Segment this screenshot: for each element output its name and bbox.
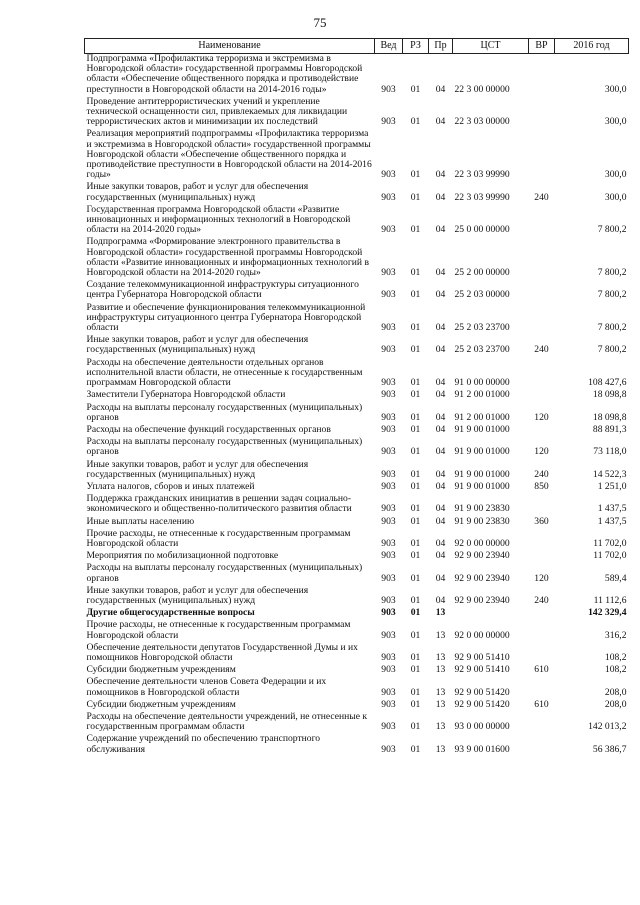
row-pr: 13 [435,664,446,676]
header-name: Наименование [85,39,375,54]
row-ved: 903 [381,344,396,356]
row-sum: 11 702,0 [593,550,627,562]
row-ved: 903 [381,191,396,203]
row-ved: 903 [381,537,396,549]
row-ved: 903 [381,322,396,334]
row-pr: 04 [435,191,446,203]
row-pr: 04 [435,503,446,515]
row-pr: 04 [435,322,446,334]
row-rz: 01 [410,322,421,334]
table-row [85,437,629,459]
row-vr [529,494,555,516]
row-rz: 01 [410,169,421,181]
row-sum: 300,0 [604,169,627,181]
row-sum: 108,2 [604,651,627,663]
row-vr [529,97,555,130]
row-cst: 92 9 00 51410 [454,651,510,663]
row-vr [529,620,555,642]
row-name: Иные закупки товаров, работ и услуг для обеспечения государственных (муниципальных) нужд [86,181,309,203]
row-rz: 01 [410,446,421,458]
row-cst: 91 9 00 01000 [454,446,510,458]
row-ved: 903 [381,116,396,128]
row-pr: 13 [435,721,446,733]
row-name: Расходы на обеспечение деятельности учреждений, не отнесенные к государственным программам области [86,710,368,733]
header-rz: РЗ [403,39,429,54]
row-name: Субсидии бюджетным учреждениям [86,698,236,710]
row-cst: 25 0 00 00000 [454,224,510,236]
row-pr: 04 [435,594,446,606]
row-cst: 25 2 03 23700 [454,344,510,356]
row-pr: 04 [435,289,446,301]
row-name: Государственная программа Новгородской области «Развитие инновационных и информационных технологий в Новгородской области на 2014-2020 годы» [86,203,351,236]
table-body [85,54,629,757]
row-ved: 903 [381,267,396,279]
row-cst: 91 9 00 01000 [454,468,510,480]
row-vr: 240 [534,594,549,606]
row-cst: 22 3 03 00000 [454,116,510,128]
table-row [85,303,629,336]
row-rz: 01 [410,377,421,389]
row-sum: 7 800,2 [597,344,627,356]
row-vr [529,205,555,238]
row-ved: 903 [381,686,396,698]
row-vr: 610 [534,664,549,676]
row-vr: 610 [534,698,549,710]
row-sum: 1 437,5 [597,515,627,527]
row-vr [529,529,555,551]
row-sum: 7 800,2 [597,322,627,334]
table-row [85,712,629,734]
header-vr: ВР [529,39,555,54]
row-name: Расходы на выплаты персоналу государственных (муниципальных) органов [86,436,363,458]
row-ved: 903 [381,550,396,562]
row-vr [529,608,555,620]
row-vr [529,280,555,302]
row-pr: 04 [435,377,446,389]
row-cst: 91 2 00 01000 [454,411,510,423]
table-row [85,54,629,97]
header-ved: Вед [375,39,403,54]
table-row [85,129,629,182]
row-name: Создание телекоммуникационной инфраструктуры ситуационного центра Губернатора Новгородской области [86,279,359,301]
row-sum: 56 386,7 [592,743,627,755]
row-pr: 04 [435,468,446,480]
budget-table [84,38,629,757]
row-cst: 91 2 00 01000 [454,389,510,401]
row-name: Прочие расходы, не отнесенные к государственным программам Новгородской области [86,527,351,549]
row-rz: 01 [410,289,421,301]
row-rz: 01 [410,550,421,562]
row-rz: 01 [410,629,421,641]
row-name: Обеспечение деятельности членов Совета Федерации и их помощников в Новгородской области [86,676,327,698]
row-sum: 208,0 [604,686,627,698]
row-sum: 7 800,2 [597,267,627,279]
row-sum: 142 013,2 [588,721,627,733]
row-name: Расходы на выплаты персоналу государственных (муниципальных) органов [86,401,363,423]
row-vr [529,303,555,336]
row-ved: 903 [381,480,396,492]
row-sum: 1 437,5 [597,503,627,515]
row-pr: 04 [435,550,446,562]
row-name: Расходы на обеспечение функций государственных органов [86,423,331,435]
row-sum: 7 800,2 [597,224,627,236]
row-pr: 13 [435,698,446,710]
row-ved: 903 [381,721,396,733]
table-row [85,529,629,551]
row-name: Другие общегосударственные вопросы [86,607,255,619]
row-sum: 7 800,2 [597,289,627,301]
row-sum: 208,0 [604,698,627,710]
row-pr: 13 [435,607,446,619]
row-ved: 903 [381,629,396,641]
row-cst: 93 0 00 00000 [454,721,510,733]
row-pr: 04 [435,224,446,236]
table-row [85,620,629,642]
row-vr: 120 [534,446,549,458]
row-name: Поддержка гражданских инициатив в решении задач социально-экономического и общественно-политического развития области [86,493,352,515]
row-pr: 13 [435,686,446,698]
row-name: Проведение антитеррористических учений и укрепление технической оснащенности сил, привлекаемых для ликвидации террористических актов и минимизации их последствий [86,95,348,128]
row-pr: 13 [435,651,446,663]
row-name: Прочие расходы, не отнесенные к государственным программам Новгородской области [86,619,351,641]
row-rz: 01 [410,686,421,698]
row-rz: 01 [410,468,421,480]
row-vr [529,643,555,665]
row-cst: 25 2 00 00000 [454,267,510,279]
header-year: 2016 год [555,39,629,54]
row-ved: 903 [381,411,396,423]
table-row [85,643,629,665]
table-row [85,97,629,130]
row-rz: 01 [410,664,421,676]
row-cst: 22 3 03 99990 [454,191,510,203]
row-rz: 01 [410,594,421,606]
row-cst: 92 0 00 00000 [454,629,510,641]
row-ved: 903 [381,83,396,95]
row-rz: 01 [410,607,421,619]
row-sum: 300,0 [604,116,627,128]
row-ved: 903 [381,594,396,606]
row-name: Обеспечение деятельности депутатов Государственной Думы и их помощников Новгородской области [86,641,358,663]
row-vr [529,677,555,699]
row-rz: 01 [410,572,421,584]
row-sum: 142 329,4 [588,607,627,619]
row-sum: 88 891,3 [592,423,627,435]
row-pr: 04 [435,389,446,401]
row-sum: 73 118,0 [593,446,627,458]
row-ved: 903 [381,446,396,458]
row-name: Расходы на обеспечение деятельности отдельных органов исполнительной власти области, не отнесенные к государственным программам Новгородской области [86,356,363,389]
header-pr: Пр [429,39,453,54]
row-pr: 04 [435,116,446,128]
row-ved: 903 [381,289,396,301]
row-ved: 903 [381,515,396,527]
row-rz: 01 [410,651,421,663]
row-cst [453,608,529,620]
row-name: Заместители Губернатора Новгородской области [86,389,286,401]
row-name: Иные закупки товаров, работ и услуг для обеспечения государственных (муниципальных) нужд [86,334,309,356]
row-ved: 903 [381,377,396,389]
row-vr [529,54,555,97]
row-vr [529,390,555,402]
row-rz: 01 [410,224,421,236]
row-name: Подпрограмма «Профилактика терроризма и экстремизма в Новгородской области» государственной программы Новгородской области «Обеспечение общественного порядка и противодействие преступности в Новгородской области на 2014-2016 годы» [86,53,363,95]
row-cst: 91 9 00 01000 [454,480,510,492]
row-sum: 14 522,3 [592,468,627,480]
row-pr: 04 [435,537,446,549]
table-row [85,586,629,608]
row-cst: 91 0 00 00000 [454,377,510,389]
row-sum: 108 427,6 [588,377,627,389]
row-cst: 92 0 00 00000 [454,537,510,549]
row-cst: 25 2 03 00000 [454,289,510,301]
row-name: Развитие и обеспечение функционирования телекоммуникационной инфраструктуры ситуационного центра Губернатора Новгородской области [86,301,366,334]
row-ved: 903 [381,572,396,584]
table-row [85,494,629,516]
row-vr: 120 [534,572,549,584]
row-vr [529,425,555,437]
row-vr: 360 [534,515,549,527]
row-ved: 903 [381,503,396,515]
row-vr [529,237,555,280]
row-pr: 04 [435,267,446,279]
row-cst: 22 3 00 00000 [454,83,510,95]
row-rz: 01 [410,698,421,710]
row-pr: 04 [435,423,446,435]
row-vr: 120 [534,411,549,423]
row-cst: 91 9 00 01000 [454,423,510,435]
row-sum: 316,2 [604,629,627,641]
row-ved: 903 [381,468,396,480]
row-cst: 92 9 00 51420 [454,686,510,698]
table-row [85,182,629,204]
row-ved: 903 [381,423,396,435]
row-cst: 92 9 00 51410 [454,664,510,676]
table-row [85,734,629,756]
row-cst: 91 9 00 23830 [454,503,510,515]
row-pr: 04 [435,411,446,423]
row-ved: 903 [381,389,396,401]
row-rz: 01 [410,423,421,435]
row-cst: 92 9 00 51420 [454,698,510,710]
row-sum: 108,2 [604,664,627,676]
row-rz: 01 [410,537,421,549]
row-sum: 300,0 [604,83,627,95]
row-rz: 01 [410,344,421,356]
table-row [85,517,629,529]
table-header [85,39,629,54]
table-row [85,403,629,425]
row-vr [529,551,555,563]
row-sum: 1 251,0 [597,480,627,492]
row-cst: 92 9 00 23940 [454,594,510,606]
row-rz: 01 [410,743,421,755]
table-row [85,563,629,585]
row-rz: 01 [410,480,421,492]
row-ved: 903 [381,651,396,663]
row-cst: 93 9 00 01600 [454,743,510,755]
row-cst: 91 9 00 23830 [454,515,510,527]
row-rz: 01 [410,116,421,128]
row-vr: 240 [534,191,549,203]
row-name: Иные закупки товаров, работ и услуг для обеспечения государственных (муниципальных) нужд [86,458,309,480]
row-pr: 13 [435,743,446,755]
row-pr: 04 [435,344,446,356]
table-row [85,677,629,699]
row-cst: 92 9 00 23940 [454,572,510,584]
row-vr: 850 [534,480,549,492]
header-cst: ЦСТ [453,39,529,54]
row-rz: 01 [410,515,421,527]
row-pr: 04 [435,169,446,181]
row-vr: 240 [534,344,549,356]
row-rz: 01 [410,503,421,515]
row-sum: 589,4 [604,572,627,584]
row-sum: 300,0 [604,191,627,203]
row-rz: 01 [410,267,421,279]
row-name: Реализация мероприятий подпрограммы «Профилактика терроризма и экстремизма в Новгородской области» государственной программы Новгородской области «Обеспечение общественного порядка и противодействие преступности в Новгородской области на 2014-2016 годы» [86,128,372,181]
row-name: Мероприятия по мобилизационной подготовке [86,550,279,562]
row-name: Содержание учреждений по обеспечению транспортного обслуживания [86,733,321,755]
row-rz: 01 [410,389,421,401]
row-rz: 01 [410,191,421,203]
row-sum: 11 702,0 [593,537,627,549]
table-row [85,335,629,357]
table-row [85,460,629,482]
table-row [85,205,629,238]
row-ved: 903 [381,169,396,181]
row-rz: 01 [410,721,421,733]
row-pr: 04 [435,83,446,95]
row-cst: 22 3 03 99990 [454,169,510,181]
row-name: Подпрограмма «Формирование электронного правительства в Новгородской области» государственной программы Новгородской области «Развитие инновационных и информационных технологий в Новгородской области на 2014-2020 годы» [86,236,369,279]
row-rz: 01 [410,411,421,423]
row-name: Уплата налогов, сборов и иных платежей [86,480,255,492]
row-name: Иные выплаты населению [86,515,195,527]
row-cst: 92 9 00 23940 [454,550,510,562]
row-ved: 903 [381,743,396,755]
row-ved: 903 [381,607,396,619]
row-pr: 13 [435,629,446,641]
table-row [85,358,629,391]
page-number: 75 [313,15,327,30]
row-pr: 04 [435,572,446,584]
table-row [85,390,629,402]
row-name: Иные закупки товаров, работ и услуг для обеспечения государственных (муниципальных) нужд [86,584,309,606]
row-vr [529,358,555,391]
table-row [85,237,629,280]
row-ved: 903 [381,664,396,676]
row-vr [529,129,555,182]
row-pr: 04 [435,515,446,527]
row-vr [529,712,555,734]
row-ved: 903 [381,698,396,710]
row-ved: 903 [381,224,396,236]
row-rz: 01 [410,83,421,95]
row-pr: 04 [435,446,446,458]
table-row [85,280,629,302]
row-sum: 18 098,8 [592,389,627,401]
row-pr: 04 [435,480,446,492]
row-vr [529,734,555,756]
row-sum: 11 112,6 [593,594,627,606]
row-name: Субсидии бюджетным учреждениям [86,664,236,676]
row-cst: 25 2 03 23700 [454,322,510,334]
row-sum: 18 098,8 [592,411,627,423]
row-vr: 240 [534,468,549,480]
row-name: Расходы на выплаты персоналу государственных (муниципальных) органов [86,562,363,584]
